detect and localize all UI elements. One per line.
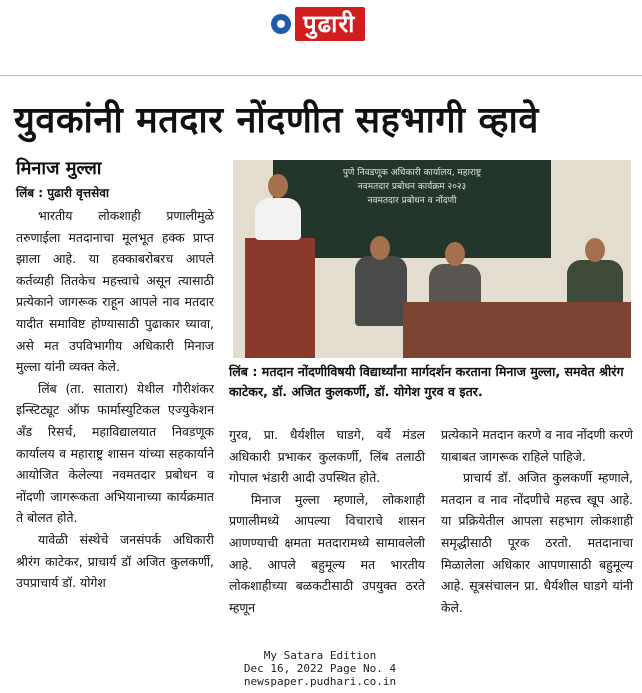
seated-guest [567, 260, 623, 308]
edition-label: My Satara Edition [263, 649, 377, 662]
top-divider [0, 75, 642, 76]
headline: युवकांनी मतदार नोंदणीत सहभागी व्हावे [14, 100, 539, 141]
paragraph: भारतीय लोकशाही प्रणालीमुळे तरुणाईला मतदानाचा मूलभूत हक्क प्राप्त झाला आहे. या हक्काबरोबरच आपले कर्तव्यही तितकेच महत्त्वाचे असून त्यासाठी प्रत्येकाने जागरूक राहून आपले नाव मतदार यादीत समाविष्ट होण्यासाठी पुढाकार घ्यावा, असे मत उपविभागीय अधिकारी मिनाज मुल्ला यांनी व्यक्त केले. [16, 208, 214, 375]
masthead [0, 0, 642, 62]
date-page-label: Dec 16, 2022 Page No. 4 [243, 662, 397, 675]
site-label: newspaper.pudhari.co.in [243, 675, 397, 688]
article-column-3 [441, 424, 633, 618]
page-footer [210, 649, 430, 688]
paragraph: मिनाज मुल्ला म्हणाले, लोकशाही प्रणालीमध्ये आपल्या विचाराचे शासन आणण्याची क्षमता मतदारामध्ये सामावलेली आहे. आपले बहुमूल्य मत भारतीय लोकशाहीच्या बळकटीसाठी उपयुक्त ठरते म्हणून [229, 491, 425, 615]
chalkboard: पुणे निवडणूक अधिकारी कार्यालय, महाराष्ट्र नवमतदार प्रबोधन कार्यक्रम २०२३ नवमतदार प्रबोधन व नोंदणी [273, 160, 551, 258]
event-photo [233, 160, 631, 358]
paragraph: लिंब (ता. सातारा) येथील गौरीशंकर इन्स्टिट्यूट ऑफ फार्मास्युटिकल एज्युकेशन अँड रिसर्च, महाविद्यालयात निवडणूक कार्यालय व महाराष्ट्र शासन यांच्या सहकार्याने आयोजित केलेल्या नवमतदार प्रबोधन व नोंदणी जागरूकता अभियानाच्या कार्यक्रमात ते बोलत होते. [16, 380, 214, 526]
byline: मिनाज मुल्ला [16, 158, 102, 179]
dateline: लिंब : पुढारी वृत्तसेवा [16, 186, 109, 200]
speaker [255, 198, 301, 240]
article-column-1 [16, 205, 214, 594]
paragraph: गुरव, प्रा. धैर्यशील घाडगे, वर्ये मंडल अधिकारी प्रभाकर कुलकर्णी, लिंब तलाठी गोपाल भंडारी आदी उपस्थित होते. [229, 427, 425, 486]
seated-guest [355, 256, 407, 326]
article-column-2 [229, 424, 425, 618]
paragraph: प्राचार्य डॉ. अजित कुलकर्णी म्हणाले, मतदान व नाव नोंदणीचे महत्त्व खूप आहे. या प्रक्रियेतील आपला सहभाग लोकशाही समृद्धीसाठी पूरक ठरतो. मतदानाचा मिळालेला अधिकार आपणासाठी बहुमूल्य आहे. सूत्रसंचालन प्रा. धैर्यशील घाडगे यांनी केले. [441, 470, 633, 615]
logo-text: पुढारी [295, 7, 365, 41]
podium [245, 238, 315, 358]
dais-table [403, 302, 631, 358]
pudhari-logo [271, 7, 365, 41]
paragraph: प्रत्येकाने मतदान करणे व नाव नोंदणी करणे याबाबत जागरूक राहिले पाहिजे. [441, 427, 633, 464]
emblem-icon [271, 14, 291, 34]
paragraph: यावेळी संस्थेचे जनसंपर्क अधिकारी श्रीरंग काटेकर, प्राचार्य डॉ अजित कुलकर्णी, उपप्राचार्य डॉ. योगेश [16, 531, 214, 591]
photo-caption: लिंब : मतदान नोंदणीविषयी विद्यार्थ्यांना मार्गदर्शन करताना मिनाज मुल्ला, समवेत श्रीरंग काटेकर, डॉ. अजित कुलकर्णी, डॉ. योगेश गुरव व इतर. [229, 364, 624, 399]
